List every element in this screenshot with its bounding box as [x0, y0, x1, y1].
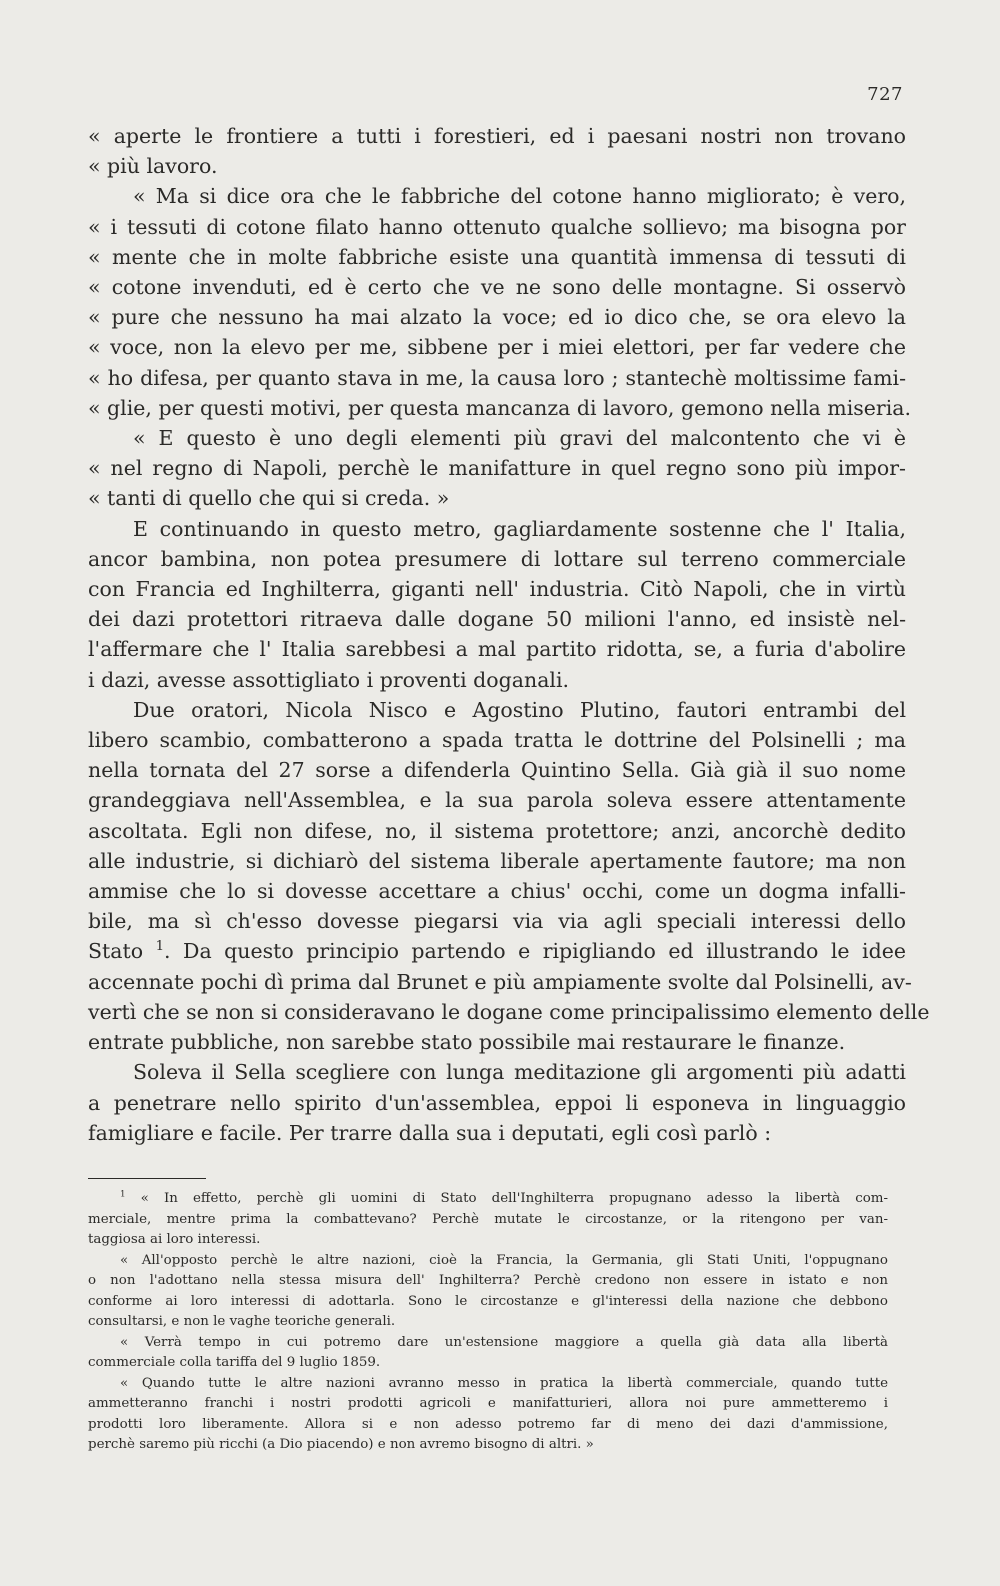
footnote-line: commerciale colla tariffa del 9 luglio 1859.	[88, 1355, 381, 1370]
text-line: « tanti di quello che qui si creda. »	[88, 486, 450, 511]
text-line: « pure che nessuno ha mai alzato la voce; ed io dico che, se ora elevo la	[88, 305, 906, 330]
text-line: « voce, non la elevo per me, sibbene per i miei elettori, per far vedere che	[88, 335, 906, 360]
footnote-line: merciale, mentre prima la combattevano? Perchè mutate le circostanze, or la ritengono per van-	[88, 1211, 888, 1227]
text-line: « nel regno di Napoli, perchè le manifatture in quel regno sono più impor-	[88, 456, 906, 481]
text-line: famigliare e facile. Per trarre dalla sua i deputati, egli così parlò :	[88, 1120, 772, 1145]
text-line: ammise che lo si dovesse accettare a chius' occhi, come un dogma infalli-	[88, 879, 906, 904]
text-line: « Ma si dice ora che le fabbriche del cotone hanno migliorato; è vero,	[133, 184, 906, 209]
footnote-marker: 1	[120, 1189, 126, 1200]
footnote-line: consultarsi, e non le vaghe teoriche generali.	[88, 1314, 396, 1329]
text-line: « aperte le frontiere a tutti i forestieri, ed i paesani nostri non trovano	[88, 124, 906, 148]
text-line: con Francia ed Inghilterra, giganti nell' industria. Citò Napoli, che in virtù	[88, 577, 906, 602]
footnote-line: « Verrà tempo in cui potremo dare un'estensione maggiore a quella già data alla libertà	[120, 1334, 888, 1350]
footnote-line: taggiosa ai loro interessi.	[88, 1232, 261, 1247]
text-line: nella tornata del 27 sorse a difenderla Quintino Sella. Già già il suo nome	[88, 758, 906, 783]
text-line: l'affermare che l' Italia sarebbesi a mal partito ridotta, se, a furia d'abolire	[88, 637, 906, 662]
text-line: « ho difesa, per quanto stava in me, la causa loro ; stantechè moltissime fami-	[88, 365, 906, 390]
text-line: entrate pubbliche, non sarebbe stato possibile mai restaurare le finanze.	[88, 1030, 846, 1055]
text-line: « i tessuti di cotone filato hanno ottenuto qualche sollievo; ma bisogna por	[88, 214, 906, 239]
text-line: E continuando in questo metro, gagliardamente sostenne che l' Italia,	[133, 516, 906, 541]
text-line: bile, ma sì ch'esso dovesse piegarsi via via agli speciali interessi dello	[88, 909, 906, 934]
footnotes	[88, 1189, 888, 1456]
text-line: « mente che in molte fabbriche esiste una quantità immensa di tessuti di	[88, 244, 906, 269]
text-line: « E questo è uno degli elementi più gravi del malcontento che vi è	[133, 426, 906, 451]
text-line: Due oratori, Nicola Nisco e Agostino Plutino, fautori entrambi del	[133, 697, 906, 722]
text-line: i dazi, avesse assottigliato i proventi doganali.	[88, 667, 570, 692]
text-line: libero scambio, combatterono a spada tratta le dottrine del Polsinelli ; ma	[88, 728, 906, 753]
text-line: « più lavoro.	[88, 154, 218, 179]
text-line: Soleva il Sella scegliere con lunga meditazione gli argomenti più adatti	[133, 1060, 906, 1085]
footnote-line: conforme ai loro interessi di adottarla. Sono le circostanze e gl'interessi della nazione che debbono	[88, 1293, 888, 1309]
footnote-line: o non l'adottano nella stessa misura dell' Inghilterra? Perchè credono non essere in istato e non	[88, 1273, 888, 1288]
text-line: « glie, per questi motivi, per questa mancanza di lavoro, gemono nella miseria.	[88, 395, 911, 420]
footnote-line: ammetteranno franchi i nostri prodotti agricoli e manifatturieri, allora noi pure ammetteremo i	[88, 1396, 888, 1411]
text-line: accennate pochi dì prima dal Brunet e più ampiamente svolte dal Polsinelli, av-	[88, 969, 912, 994]
footnote-line: prodotti loro liberamente. Allora si e non adesso potremo far di meno dei dazi d'ammissione,	[88, 1416, 888, 1432]
text-line: vertì che se non si consideravano le dogane come principalissimo elemento delle	[88, 999, 930, 1024]
footnote-line: « Quando tutte le altre nazioni avranno messo in pratica la libertà commerciale, quando tutte	[120, 1375, 888, 1391]
text-line: ascoltata. Egli non difese, no, il sistema protettore; anzi, ancorchè dedito	[88, 818, 906, 843]
text-line: Stato $^1$. Da questo principio partendo e ripigliando ed illustrando le idee	[88, 939, 906, 964]
footnote-line: « All'opposto perchè le altre nazioni, cioè la Francia, la Germania, gli Stati Uniti, l'oppugnano	[120, 1252, 888, 1268]
footnote-marker: 1	[155, 939, 165, 955]
text-line: « cotone invenduti, ed è certo che ve ne sono delle montagne. Si osservò	[88, 275, 906, 300]
main-text	[88, 121, 930, 1148]
text-line: ancor bambina, non potea presumere di lottare sul terreno commerciale	[88, 546, 906, 571]
text-line: grandeggiava nell'Assemblea, e la sua parola soleva essere attentamente	[88, 788, 906, 813]
footnote-line: $^1$ « In effetto, perchè gli uomini di Stato dell'Inghilterra propugnano adesso la libertà com-	[120, 1189, 888, 1206]
footnote-separator	[88, 1178, 206, 1179]
text-line: dei dazi protettori ritraeva dalle dogane 50 milioni l'anno, ed insistè nel-	[88, 607, 906, 632]
page-number: 727	[867, 84, 903, 105]
text-line: a penetrare nello spirito d'un'assemblea, eppoi li esponeva in linguaggio	[88, 1090, 906, 1115]
text-line: alle industrie, si dichiarò del sistema liberale apertamente fautore; ma non	[88, 848, 906, 873]
footnote-line: perchè saremo più ricchi (a Dio piacendo) e non avremo bisogno di altri. »	[88, 1437, 594, 1452]
